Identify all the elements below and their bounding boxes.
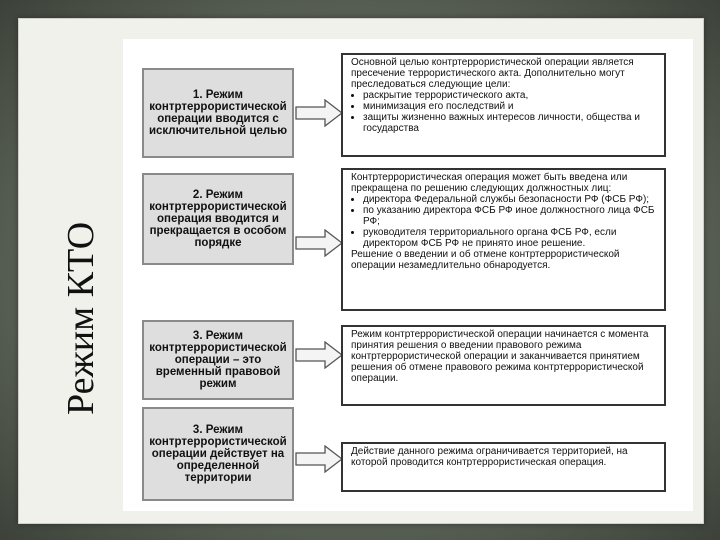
description-box-4 [341,442,666,492]
description-intro: Действие данного режима ограничивается территорией, на которой проводится контртеррористическая операция. [351,446,628,468]
arrow-right-icon [295,445,343,473]
arrow-right-icon [295,229,343,257]
regime-box-2: 2. Режим контртеррористической операция вводится и прекращается в особом порядке [142,173,294,265]
regime-box-1: 1. Режим контртеррористической операции вводится с исключительной целью [142,68,294,158]
description-outro: Решение о введении и об отмене контртеррористической операции незамедлительно обнародуется. [351,249,620,271]
list-item: • минимизация его последствий и [363,101,656,112]
list-item: • защиты жизненно важных интересов личности, общества и государства [363,112,656,134]
slide-title: Режим КТО [60,221,102,415]
list-item: • раскрытие террористического акта, [363,90,656,101]
description-intro: Основной целью контртеррористической операции является пресечение террористического акта. Дополнительно могут преследоваться следующие цели: [351,57,634,90]
description-list [351,194,656,249]
description-intro: Контртеррористическая операция может быть введена или прекращена по решению следующих должностных лиц: [351,172,628,194]
description-box-3 [341,325,666,406]
description-intro: Режим контртеррористической операции начинается с момента принятия решения о введении правового режима контртеррористической операции и заканчивается принятием решения об отмене правового режима контртеррористической операции. [351,329,649,384]
description-box-1 [341,53,666,157]
diagram-panel [123,39,693,511]
description-list [351,90,656,134]
arrow-right-icon [295,99,343,127]
description-box-2 [341,168,666,311]
list-item: • по указанию директора ФСБ РФ иное должностного лица ФСБ РФ; [363,205,656,227]
arrow-right-icon [295,341,343,369]
list-item: • руководителя территориального органа ФСБ РФ, если директором ФСБ РФ не принято иное решение. [363,227,656,249]
list-item: • директора Федеральной службы безопасности РФ (ФСБ РФ); [363,194,656,205]
regime-box-4: 3. Режим контртеррористической операции действует на определенной территории [142,407,294,501]
regime-box-3: 3. Режим контртеррористической операции – это временный правовой режим [142,320,294,400]
